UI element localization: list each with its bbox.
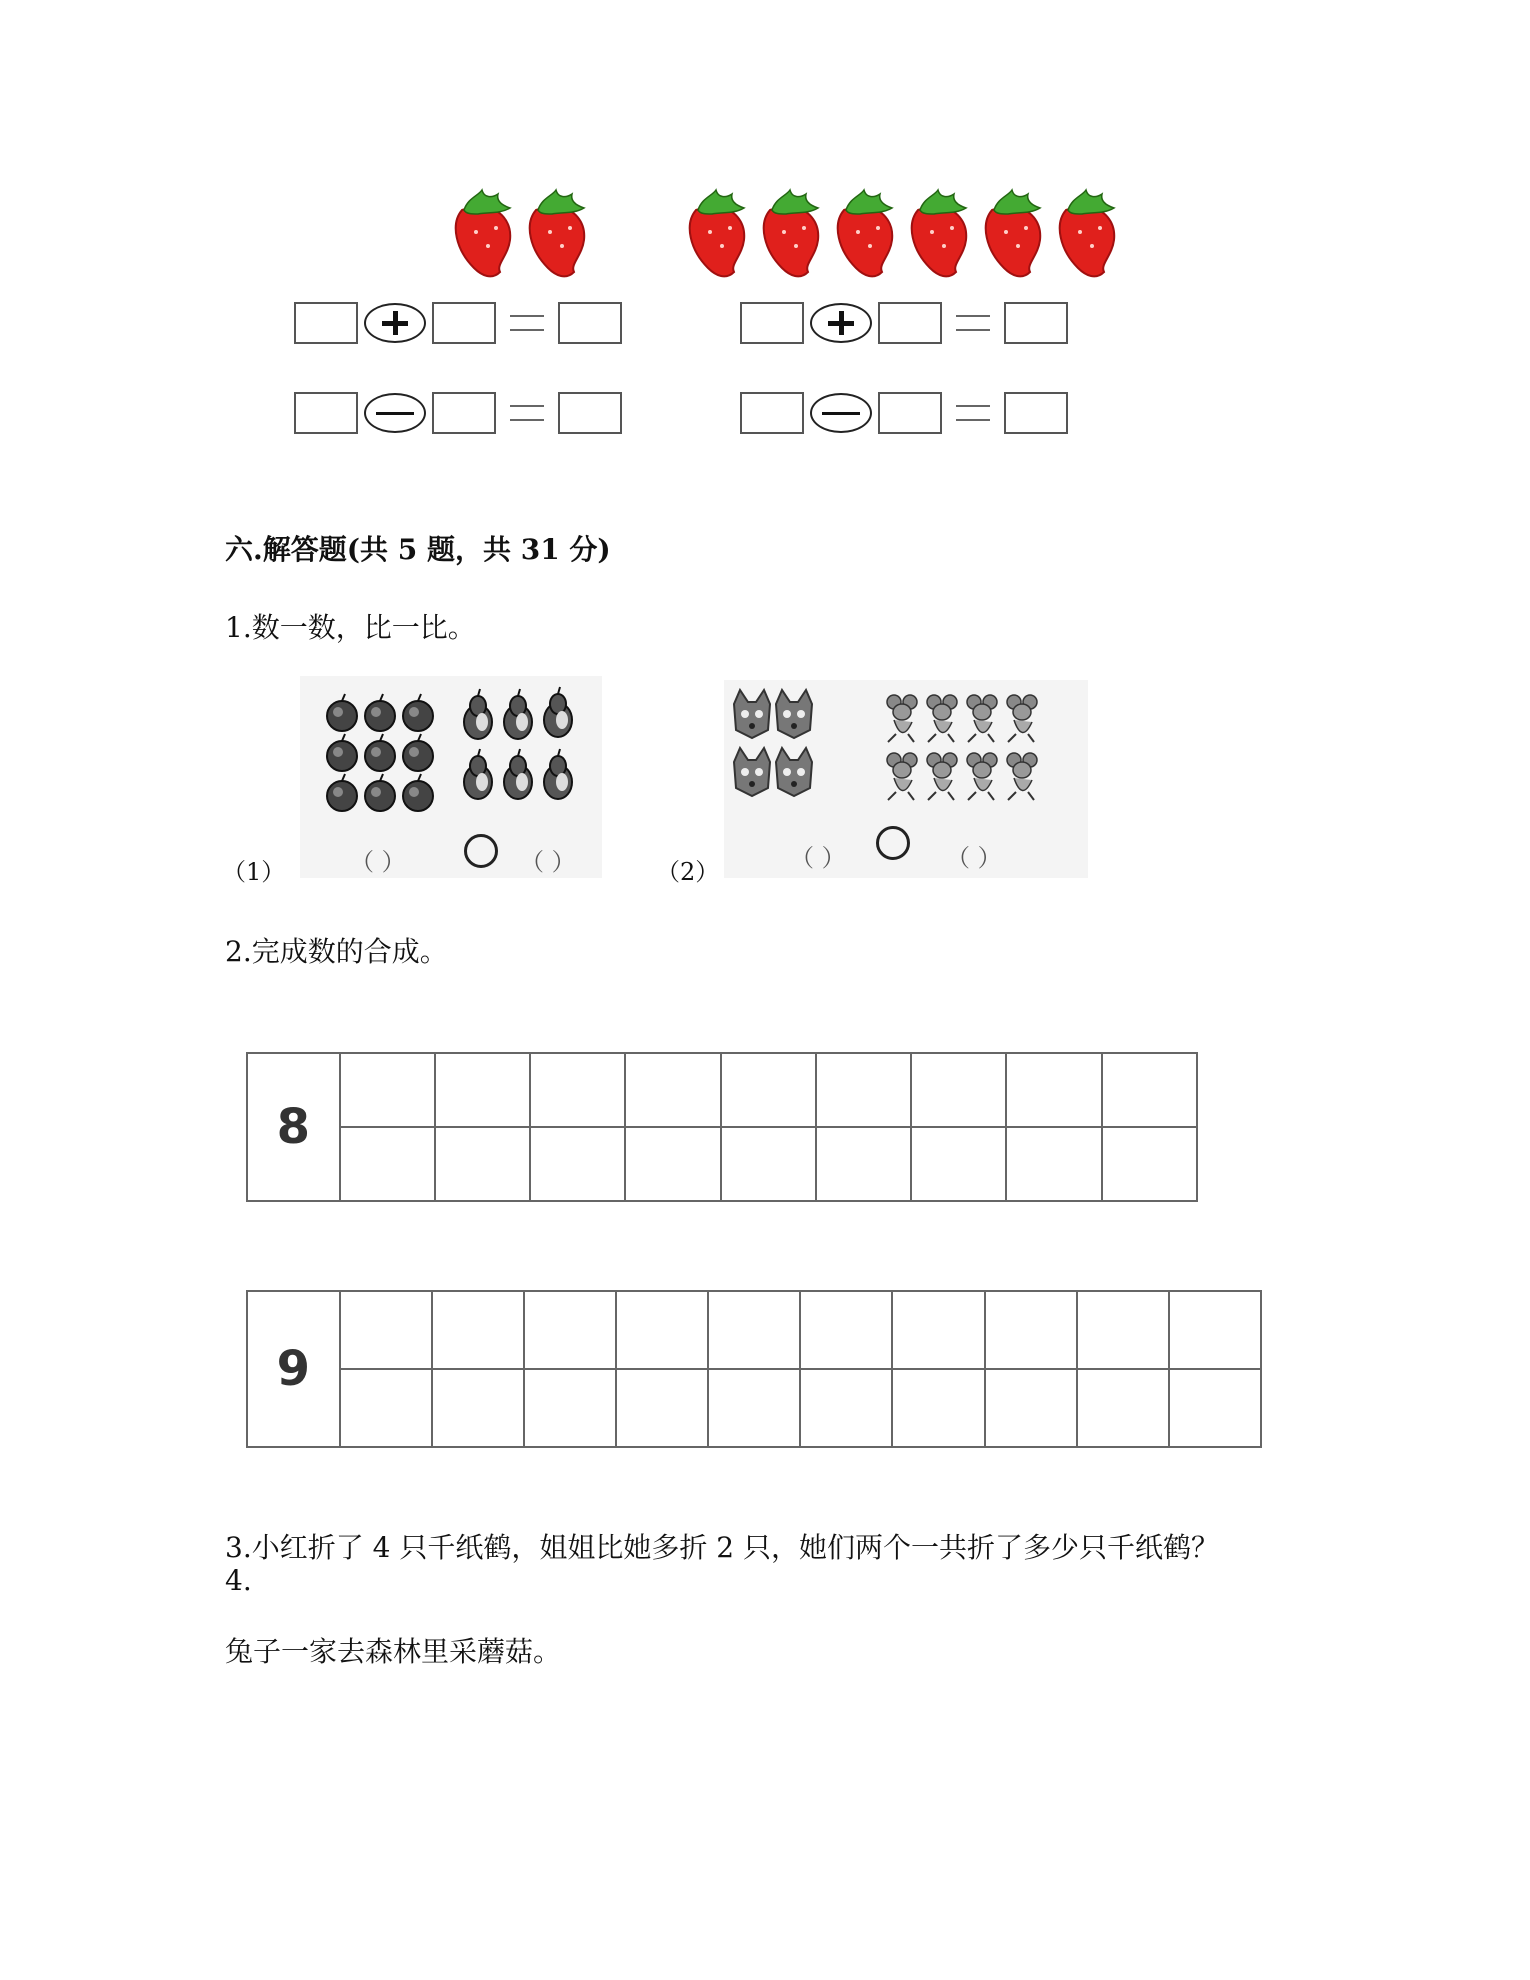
circled-minus-icon xyxy=(810,393,872,433)
apple-icon xyxy=(365,734,395,771)
question-3-text: 3.小红折了 4 只千纸鹤，姐姐比她多折 2 只，她们两个一共折了多少只千纸鹤？ xyxy=(225,1531,1219,1564)
mouse-icon xyxy=(887,753,917,800)
composition-cell[interactable] xyxy=(708,1369,800,1447)
composition-cell[interactable] xyxy=(625,1053,720,1127)
strawberry-icon xyxy=(978,188,1050,286)
equation-plus-left xyxy=(294,302,622,344)
question-4-number: 4. xyxy=(225,1564,252,1597)
mouse-icon xyxy=(887,695,917,742)
mouse-icon xyxy=(927,695,957,742)
composition-cell[interactable] xyxy=(432,1291,524,1369)
apple-icon xyxy=(365,694,395,731)
equation-minus-right xyxy=(740,392,1068,434)
apple-icon xyxy=(327,774,357,811)
apples-pears-picture xyxy=(300,676,602,878)
apple-icon xyxy=(365,774,395,811)
apple-icon xyxy=(327,734,357,771)
composition-cell[interactable] xyxy=(340,1053,435,1127)
composition-cell[interactable] xyxy=(708,1291,800,1369)
composition-cell[interactable] xyxy=(911,1127,1006,1201)
blank-paren[interactable]: （ ） xyxy=(790,844,846,872)
answer-box[interactable] xyxy=(1004,392,1068,434)
composition-cell[interactable] xyxy=(1169,1291,1261,1369)
strawberry-group-6 xyxy=(682,188,1126,286)
composition-grid-9 xyxy=(246,1290,1262,1448)
strawberry-icon xyxy=(830,188,902,286)
equals-sign xyxy=(510,315,544,331)
pear-icon xyxy=(504,689,532,739)
composition-cell[interactable] xyxy=(816,1127,911,1201)
composition-cell[interactable] xyxy=(1102,1053,1197,1127)
strawberry-group-2 xyxy=(448,188,596,286)
circled-plus-icon xyxy=(364,303,426,343)
section-heading: 六.解答题(共 5 题，共 31 分) xyxy=(225,533,611,566)
equals-sign xyxy=(956,405,990,421)
answer-box[interactable] xyxy=(1004,302,1068,344)
mouse-icon xyxy=(967,695,997,742)
composition-cell[interactable] xyxy=(816,1053,911,1127)
answer-box[interactable] xyxy=(294,302,358,344)
composition-cell[interactable] xyxy=(985,1369,1077,1447)
equation-plus-right xyxy=(740,302,1068,344)
composition-cell[interactable] xyxy=(432,1369,524,1447)
composition-cell[interactable] xyxy=(892,1369,984,1447)
composition-cell[interactable] xyxy=(524,1369,616,1447)
cats-mice-picture xyxy=(724,680,1088,878)
apple-icon xyxy=(403,734,433,771)
mouse-icon xyxy=(967,753,997,800)
composition-grid-8 xyxy=(246,1052,1198,1202)
answer-box[interactable] xyxy=(432,302,496,344)
composition-cell[interactable] xyxy=(1077,1369,1169,1447)
blank-paren[interactable]: （ ） xyxy=(946,844,1002,872)
composition-cell[interactable] xyxy=(625,1127,720,1201)
blank-paren[interactable]: （ ） xyxy=(350,848,406,876)
cat-face-icon xyxy=(776,748,812,796)
blank-paren[interactable]: （ ） xyxy=(520,848,576,876)
equals-sign xyxy=(510,405,544,421)
equals-sign xyxy=(956,315,990,331)
composition-number: 8 xyxy=(247,1053,340,1201)
circled-minus-icon xyxy=(364,393,426,433)
composition-cell[interactable] xyxy=(616,1291,708,1369)
composition-cell[interactable] xyxy=(435,1053,530,1127)
mouse-icon xyxy=(927,753,957,800)
pear-icon xyxy=(504,749,532,799)
composition-cell[interactable] xyxy=(911,1053,1006,1127)
composition-cell[interactable] xyxy=(340,1291,432,1369)
question-2-text: 2.完成数的合成。 xyxy=(225,935,448,968)
answer-box[interactable] xyxy=(740,302,804,344)
q1-part2-label: （2） xyxy=(656,858,720,886)
strawberry-icon xyxy=(682,188,754,286)
compare-circle[interactable] xyxy=(876,826,910,860)
answer-box[interactable] xyxy=(740,392,804,434)
composition-cell[interactable] xyxy=(524,1291,616,1369)
composition-cell[interactable] xyxy=(1102,1127,1197,1201)
composition-cell[interactable] xyxy=(435,1127,530,1201)
question-1-text: 1.数一数，比一比。 xyxy=(225,611,476,644)
pear-icon xyxy=(544,687,572,737)
strawberry-icon xyxy=(448,188,520,286)
pear-icon xyxy=(464,749,492,799)
pear-icon xyxy=(464,689,492,739)
answer-box[interactable] xyxy=(432,392,496,434)
circled-plus-icon xyxy=(810,303,872,343)
composition-cell[interactable] xyxy=(1006,1127,1101,1201)
cat-face-icon xyxy=(776,690,812,738)
apple-icon xyxy=(403,774,433,811)
strawberry-icon xyxy=(904,188,976,286)
strawberry-icon xyxy=(756,188,828,286)
equation-minus-left xyxy=(294,392,622,434)
composition-cell[interactable] xyxy=(616,1369,708,1447)
pear-icon xyxy=(544,749,572,799)
composition-cell[interactable] xyxy=(721,1127,816,1201)
answer-box[interactable] xyxy=(558,392,622,434)
answer-box[interactable] xyxy=(294,392,358,434)
composition-cell[interactable] xyxy=(800,1369,892,1447)
answer-box[interactable] xyxy=(878,392,942,434)
strawberry-icon xyxy=(522,188,594,286)
mouse-icon xyxy=(1007,753,1037,800)
composition-cell[interactable] xyxy=(530,1053,625,1127)
cat-face-icon xyxy=(734,748,770,796)
composition-cell[interactable] xyxy=(985,1291,1077,1369)
composition-cell[interactable] xyxy=(530,1127,625,1201)
composition-cell[interactable] xyxy=(1006,1053,1101,1127)
cat-face-icon xyxy=(734,690,770,738)
answer-box[interactable] xyxy=(878,302,942,344)
composition-cell[interactable] xyxy=(721,1053,816,1127)
composition-cell[interactable] xyxy=(340,1127,435,1201)
composition-cell[interactable] xyxy=(1077,1291,1169,1369)
strawberry-icon xyxy=(1052,188,1124,286)
composition-cell[interactable] xyxy=(340,1369,432,1447)
composition-cell[interactable] xyxy=(1169,1369,1261,1447)
question-4-text: 兔子一家去森林里采蘑菇。 xyxy=(225,1635,562,1668)
composition-cell[interactable] xyxy=(800,1291,892,1369)
mouse-icon xyxy=(1007,695,1037,742)
apple-icon xyxy=(327,694,357,731)
apple-icon xyxy=(403,694,433,731)
composition-number: 9 xyxy=(247,1291,340,1447)
q1-part1-label: （1） xyxy=(222,858,286,886)
composition-cell[interactable] xyxy=(892,1291,984,1369)
answer-box[interactable] xyxy=(558,302,622,344)
compare-circle[interactable] xyxy=(464,834,498,868)
